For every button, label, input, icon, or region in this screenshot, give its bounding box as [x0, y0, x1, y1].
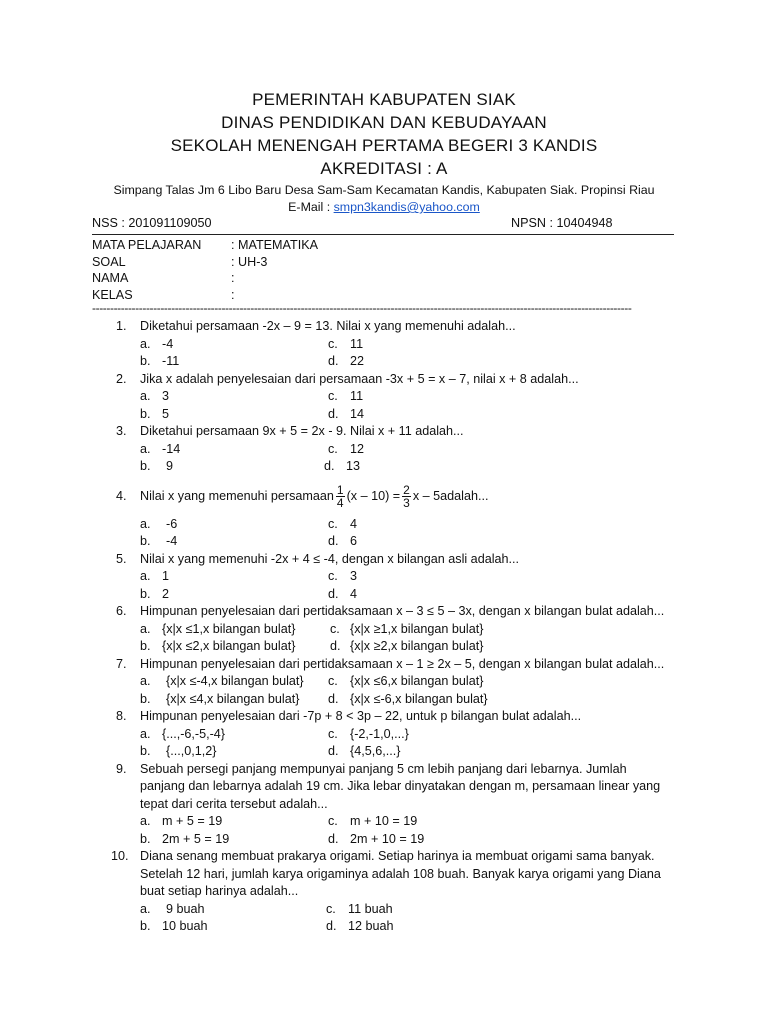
question-8 — [0, 708, 768, 761]
question-9 — [0, 761, 768, 849]
info-class — [92, 287, 674, 304]
question-number: 1. — [116, 319, 127, 333]
header-department: DINAS PENDIDIKAN DAN KEBUDAYAAN — [221, 113, 547, 132]
option-letter: b. — [140, 406, 151, 421]
question-number: 7. — [116, 656, 127, 671]
question-7 — [0, 656, 768, 709]
option-letter: a. — [140, 516, 151, 531]
info-value: : — [231, 287, 235, 302]
option-d: 2m + 10 = 19 — [350, 831, 425, 846]
option-letter: c. — [328, 726, 338, 741]
option-letter: b. — [140, 744, 151, 758]
option-letter: d. — [328, 744, 339, 758]
option-d: 22 — [350, 354, 365, 368]
fraction-two-thirds: $\frac{2}{3}$ — [403, 482, 410, 510]
info-label: KELAS — [92, 287, 133, 302]
question-text-line: panjang dan lebarnya adalah 19 cm. Jika lebar dinyatakan dengan m, persamaan linear yang — [140, 779, 661, 793]
option-letter: c. — [328, 814, 338, 828]
question-text-line: buat setiap harinya adalah... — [140, 884, 299, 898]
question-text-post: x – 5adalah... — [412, 488, 489, 503]
nss-number: NSS : 201091109050 — [92, 216, 212, 230]
option-a: 1 — [162, 569, 170, 583]
option-letter: a. — [140, 441, 151, 456]
option-letter: b. — [140, 534, 151, 548]
option-letter: b. — [140, 639, 151, 653]
option-letter: c. — [330, 621, 340, 636]
option-letter: a. — [140, 389, 151, 403]
option-a: 3 — [162, 389, 170, 403]
option-b: 2 — [162, 586, 170, 601]
option-c: 11 — [350, 336, 364, 351]
option-b: {...,0,1,2} — [166, 744, 217, 758]
option-a: {x|x ≤1,x bilangan bulat} — [162, 621, 296, 636]
option-c: 11 buah — [348, 901, 393, 916]
option-letter: d. — [324, 459, 335, 473]
header-government: PEMERINTAH KABUPATEN SIAK — [252, 90, 516, 109]
option-d: {4,5,6,...} — [350, 744, 401, 758]
id-row — [92, 216, 674, 230]
school-address — [0, 182, 768, 216]
option-letter: d. — [328, 831, 339, 846]
info-label: SOAL — [92, 254, 126, 269]
option-letter: a. — [140, 814, 151, 828]
option-c: {x|x ≤6,x bilangan bulat} — [350, 674, 484, 688]
question-text-mid: (x – 10) = — [346, 488, 401, 503]
question-text-pre: Nilai x yang memenuhi persamaan — [140, 488, 334, 503]
option-b: 5 — [162, 406, 170, 421]
option-letter: d. — [328, 691, 339, 706]
option-letter: a. — [140, 674, 151, 688]
option-letter: c. — [328, 674, 338, 688]
option-c: 4 — [350, 516, 358, 531]
option-c: 11 — [350, 389, 364, 403]
option-letter: d. — [328, 354, 339, 368]
option-letter: c. — [328, 441, 338, 456]
option-letter: c. — [326, 901, 336, 916]
option-c: 3 — [350, 569, 358, 583]
option-letter: a. — [140, 621, 151, 636]
option-letter: a. — [140, 726, 151, 741]
option-d: 6 — [350, 534, 358, 548]
question-text: Nilai x yang memenuhi -2x + 4 ≤ -4, dengan x bilangan asli adalah... — [140, 551, 519, 566]
option-letter: a. — [140, 336, 151, 351]
question-text: Himpunan penyelesaian dari -7p + 8 < 3p – 22, untuk p bilangan bulat adalah... — [140, 709, 582, 723]
option-b: 9 — [166, 459, 174, 473]
question-number: 3. — [116, 424, 127, 438]
option-letter: b. — [140, 354, 151, 368]
option-a: -14 — [162, 441, 181, 456]
option-letter: d. — [328, 586, 339, 601]
email-label: E-Mail : — [288, 200, 334, 214]
question-6 — [0, 603, 768, 656]
option-a: -6 — [166, 516, 178, 531]
option-d: 12 buah — [348, 919, 394, 933]
option-b: -11 — [162, 354, 180, 368]
option-letter: b. — [140, 586, 151, 601]
question-text-line: Setelah 12 hari, jumlah karya origaminya adalah 108 buah. Banyak karya origami yang Diana — [140, 866, 661, 881]
question-list — [0, 318, 768, 936]
option-b: {x|x ≤2,x bilangan bulat} — [162, 639, 296, 653]
student-info — [92, 237, 674, 303]
question-number: 9. — [116, 761, 127, 776]
question-number: 2. — [116, 371, 127, 386]
option-letter: c. — [328, 569, 338, 583]
info-value: : MATEMATIKA — [231, 238, 318, 252]
option-letter: b. — [140, 691, 151, 706]
info-name — [92, 270, 674, 287]
question-5 — [0, 551, 768, 604]
dashed-separator: ------------------------------------------------------------------------------------------------------------------------------------------------------ — [92, 302, 632, 314]
option-letter: a. — [140, 569, 151, 583]
info-value: : UH-3 — [231, 254, 268, 269]
npsn-number: NPSN : 10404948 — [511, 216, 613, 230]
option-letter: b. — [140, 831, 151, 846]
address-line: Simpang Talas Jm 6 Libo Baru Desa Sam-Sam Kecamatan Kandis, Kabupaten Siak. Propinsi Riau — [113, 183, 655, 197]
option-letter: d. — [330, 639, 341, 653]
option-a: m + 5 = 19 — [162, 814, 223, 828]
question-1 — [0, 318, 768, 371]
letterhead — [0, 88, 768, 180]
option-d: {x|x ≥2,x bilangan bulat} — [350, 639, 484, 653]
option-letter: c. — [328, 336, 338, 351]
question-text: Jika x adalah penyelesaian dari persamaan -3x + 5 = x – 7, nilai x + 8 adalah... — [140, 371, 579, 386]
info-subject — [92, 237, 674, 254]
option-b: 10 buah — [162, 919, 208, 933]
question-4 — [0, 476, 768, 551]
email-link[interactable]: smpn3kandis@yahoo.com — [333, 200, 480, 214]
option-b: -4 — [166, 534, 178, 548]
option-d: 13 — [346, 459, 361, 473]
question-text: Himpunan penyelesaian dari pertidaksamaan x – 3 ≤ 5 – 3x, dengan x bilangan bulat adalah... — [140, 604, 665, 618]
question-number: 6. — [116, 604, 127, 618]
option-letter: b. — [140, 459, 151, 473]
question-number: 10. — [111, 849, 129, 863]
question-number: 5. — [116, 551, 127, 566]
option-letter: d. — [328, 406, 339, 421]
question-text: Diketahui persamaan 9x + 5 = 2x - 9. Nilai x + 11 adalah... — [140, 424, 464, 438]
option-c: m + 10 = 19 — [350, 814, 418, 828]
info-value: : — [231, 271, 235, 285]
question-10 — [0, 848, 768, 936]
info-test — [92, 254, 674, 271]
option-a: -4 — [162, 336, 174, 351]
question-2 — [0, 371, 768, 424]
header-school: SEKOLAH MENENGAH PERTAMA BEGERI 3 KANDIS — [170, 136, 598, 155]
option-letter: b. — [140, 919, 151, 933]
question-text-line: Diana senang membuat prakarya origami. Setiap harinya ia membuat origami sama banyak. — [140, 849, 655, 863]
question-text: Diketahui persamaan -2x – 9 = 13. Nilai x yang memenuhi adalah... — [140, 319, 516, 333]
option-c: 12 — [350, 441, 365, 456]
info-label: MATA PELAJARAN — [92, 238, 202, 252]
option-b: 2m + 5 = 19 — [162, 831, 230, 846]
option-c: {x|x ≥1,x bilangan bulat} — [350, 621, 484, 636]
header-divider — [92, 234, 674, 235]
fraction-one-quarter: $\frac{1}{4}$ — [336, 482, 344, 510]
option-d: 14 — [350, 406, 365, 421]
option-a: 9 buah — [166, 901, 205, 916]
option-d: 4 — [350, 586, 358, 601]
option-letter: c. — [328, 516, 338, 531]
header-accreditation: AKREDITASI : A — [320, 159, 448, 178]
option-a: {x|x ≤-4,x bilangan bulat} — [166, 674, 304, 688]
option-d: {x|x ≤-6,x bilangan bulat} — [350, 691, 488, 706]
question-text — [140, 476, 488, 516]
option-letter: a. — [140, 901, 151, 916]
info-label: NAMA — [92, 271, 129, 285]
question-number: 8. — [116, 709, 127, 723]
option-letter: d. — [328, 534, 339, 548]
option-letter: c. — [328, 389, 338, 403]
question-text: Himpunan penyelesaian dari pertidaksamaan x – 1 ≥ 2x – 5, dengan x bilangan bulat adalah... — [140, 656, 665, 671]
question-number: 4. — [116, 488, 127, 503]
option-b: {x|x ≤4,x bilangan bulat} — [166, 691, 300, 706]
email-line — [0, 199, 768, 216]
question-3 — [0, 423, 768, 476]
option-c: {-2,-1,0,...} — [350, 726, 409, 741]
option-letter: d. — [326, 919, 337, 933]
question-text-line: tepat dari cerita tersebut adalah... — [140, 796, 328, 811]
option-a: {...,-6,-5,-4} — [162, 726, 225, 741]
question-text-line: Sebuah persegi panjang mempunyai panjang 5 cm lebih panjang dari lebarnya. Jumlah — [140, 761, 627, 776]
